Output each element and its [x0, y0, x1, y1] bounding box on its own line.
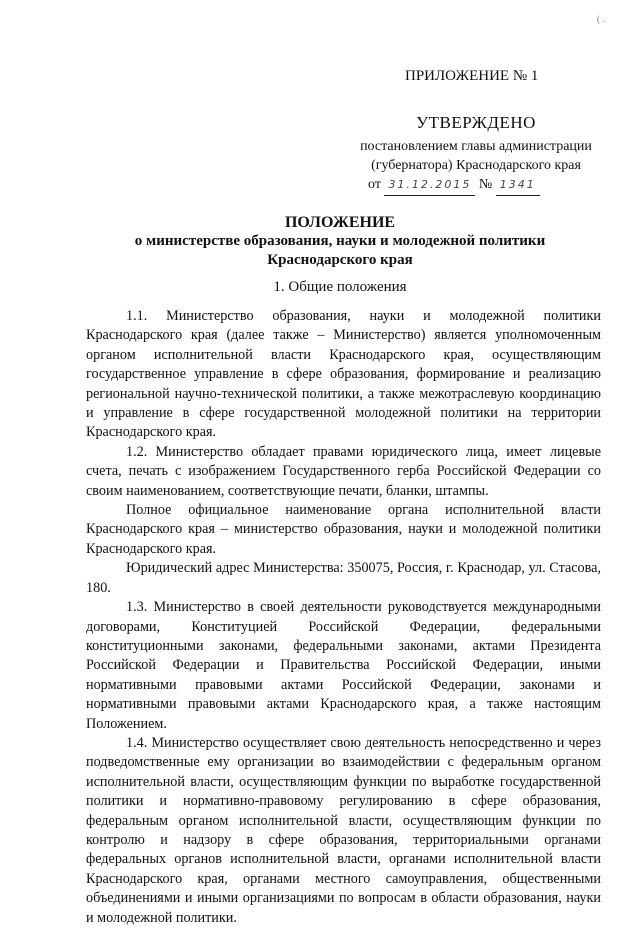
paragraph: 1.4. Министерство осуществляет свою деятельность непосредственно и через подведомственные ему организации во взаимодействии с федеральным органом исполнительной власти, осуществляющим функции по выработке государственной политики и нормативно-правовому регулированию в сфере образования, федеральным органом исполнительной власти, осуществляющим функции по контролю и надзору в сфере образования, территориальными органами федеральных органов исполнительной власти, органами исполнительной власти Краснодарского края, органами местного самоуправления, общественными объединениями и иными организациями по вопросам в области образования, науки и молодежной политики.	[86, 734, 601, 926]
corner-mark: ( .	[597, 14, 605, 24]
approval-block	[340, 113, 612, 196]
document-subtitle-line-1: о министерстве образования, науки и молодежной политики	[134, 233, 546, 249]
approval-title: УТВЕРЖДЕНО	[416, 113, 536, 132]
paragraph: Юридический адрес Министерства: 350075, Россия, г. Краснодар, ул. Стасова, 180.	[86, 560, 601, 596]
document-title-block	[60, 213, 620, 270]
approval-date-row	[340, 175, 612, 196]
approval-line-2: (губернатора) Краснодарского края	[371, 158, 581, 173]
document-title: ПОЛОЖЕНИЕ	[284, 214, 396, 231]
paragraph: Полное официальное наименование органа исполнительной власти Краснодарского края – министерство образования, науки и молодежной политики Краснодарского края.	[86, 502, 601, 557]
body-text	[86, 307, 601, 928]
approval-line-1: постановлением главы администрации	[360, 139, 592, 154]
section-heading: 1. Общие положения	[273, 279, 407, 295]
appendix-label: ПРИЛОЖЕНИЕ № 1	[405, 68, 539, 84]
date-prefix: от	[368, 177, 381, 192]
number-prefix: №	[478, 177, 493, 192]
handwritten-date: 31.12.2015	[384, 175, 475, 196]
handwritten-number: 1341	[496, 175, 540, 196]
document-subtitle-line-2: Краснодарского края	[267, 252, 413, 268]
paragraph: 1.2. Министерство обладает правами юридического лица, имеет лицевые счета, печать с изображением Государственного герба Российской Федерации со своим наименованием, соответствующие печати, бланки, штампы.	[86, 443, 601, 499]
paragraph: 1.1. Министерство образования, науки и молодежной политики Краснодарского края (далее также – Министерство) является уполномоченным органом исполнительной власти Краснодарского края, осуществляющим государственное управление в сфере образования, формирование и реализацию региональной научно-технической политики, а также межотраслевую координацию и управление в сфере государственной молодежной политики на территории Краснодарского края.	[86, 308, 601, 441]
paragraph: 1.3. Министерство в своей деятельности руководствуется международными договорами, Конституцией Российской Федерации, федеральными конституционными законами, федеральными законами, актами Президента Российской Федерации и Правительства Российской Федерации, иными нормативными правовыми актами Российской Федерации, законами и нормативными правовыми актами Краснодарского края, а также настоящим Положением.	[86, 599, 601, 732]
